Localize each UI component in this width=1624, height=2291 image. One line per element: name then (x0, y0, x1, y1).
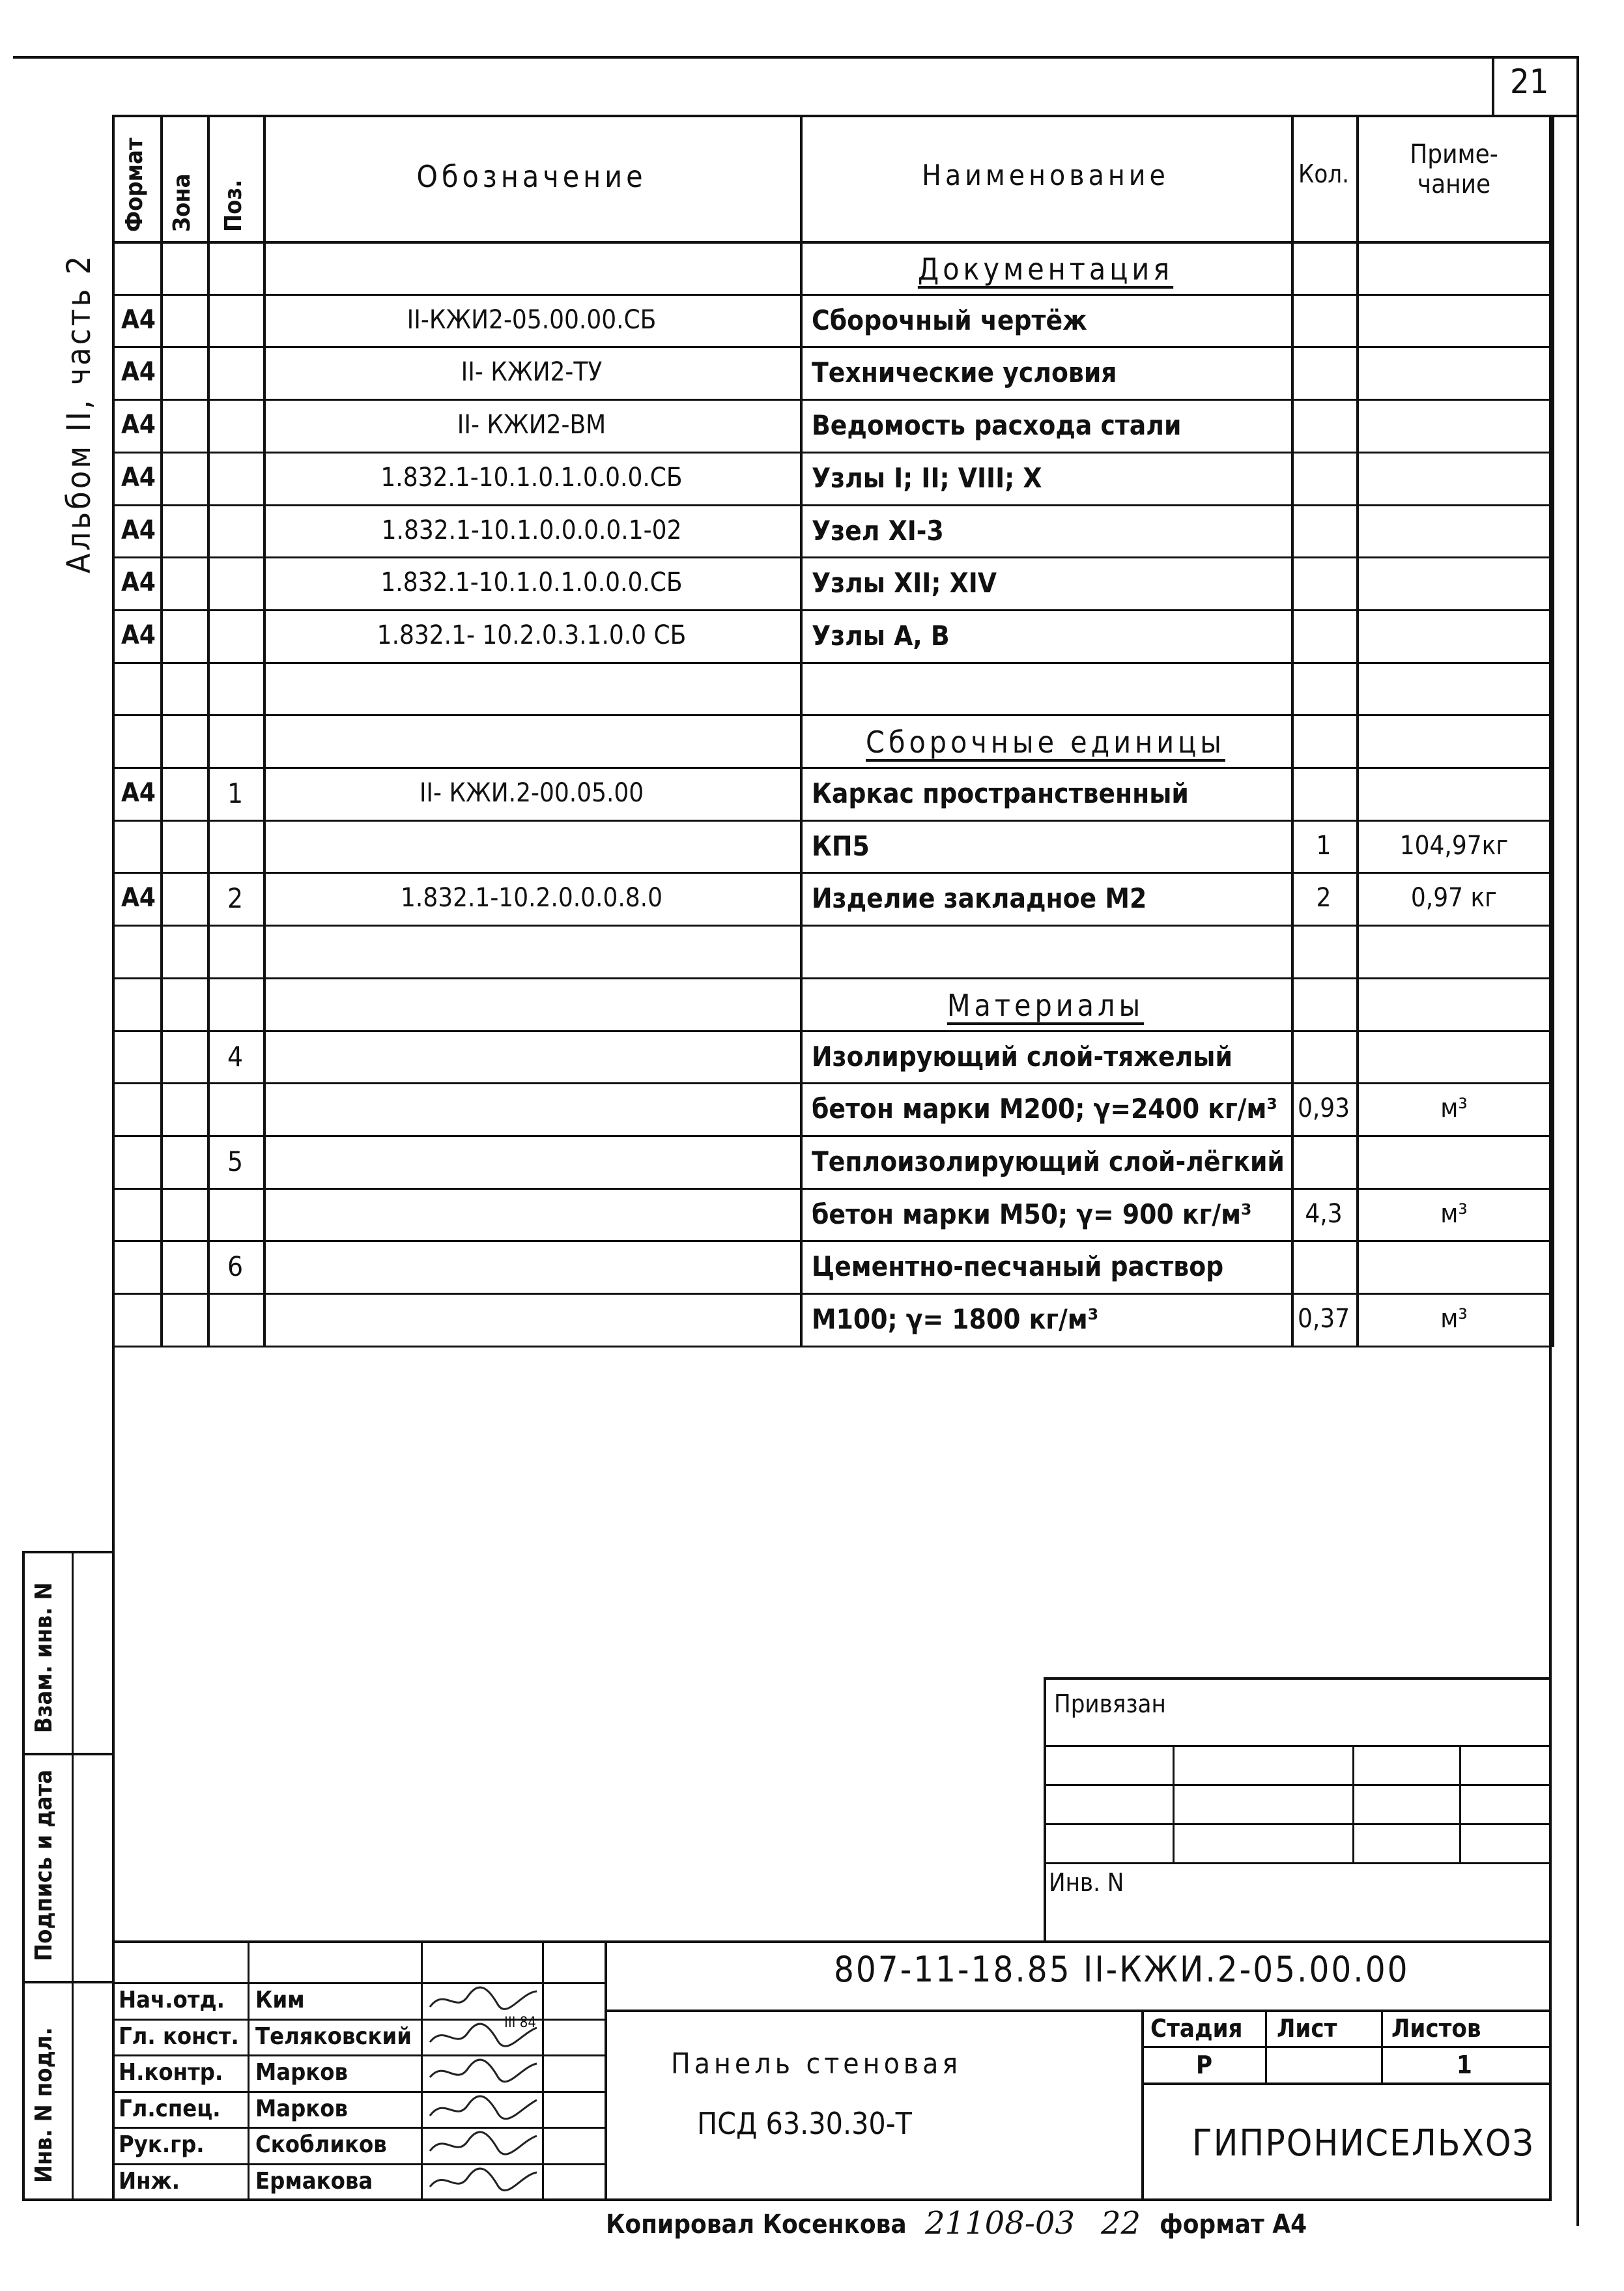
cell-pos: 6 (227, 1250, 244, 1282)
cell-qty: 1 (1316, 831, 1332, 861)
section-title: Сборочные единицы (866, 725, 1225, 760)
cell-designation: 1.832.1-10.1.0.1.0.0.0.СБ (380, 568, 683, 598)
cell-format: А4 (121, 410, 156, 440)
privyazan-label: Привязан (1054, 1690, 1166, 1718)
cell-designation: 1.832.1-10.2.0.0.0.8.0 (401, 883, 662, 913)
vzam-inv-label: Взам. инв. N (31, 1582, 57, 1733)
inv-podl-label: Инв. N подл. (31, 2027, 57, 2183)
cell-note: м³ (1440, 1093, 1468, 1123)
privyazan-inv-label: Инв. N (1049, 1868, 1124, 1897)
handwritten-number: 21108-03 (925, 2205, 1075, 2241)
header-zone: Зона (169, 173, 195, 232)
header-name: Наименование (922, 159, 1169, 192)
stage-label: Стадия (1150, 2014, 1243, 2043)
cell-name: Узлы А, В (812, 620, 950, 652)
cell-name: Ведомость расхода стали (812, 409, 1182, 441)
signer-role: Гл.спец. (119, 2096, 221, 2122)
signer-name: Ким (255, 1987, 305, 2013)
product-mark: ПСД 63.30.30-Т (697, 2106, 912, 2141)
section-title: Документация (917, 252, 1174, 287)
cell-qty: 4,3 (1305, 1199, 1343, 1229)
cell-note: 104,97кг (1399, 831, 1509, 861)
cell-name: Изолирующий слой-тяжелый (812, 1041, 1232, 1073)
signer-name: Скобликов (255, 2131, 387, 2158)
header-qty: Кол. (1298, 160, 1349, 188)
handwritten-number-2: 22 (1101, 2205, 1141, 2241)
cell-name: Сборочный чертёж (812, 304, 1087, 336)
cell-format: А4 (121, 463, 156, 493)
cell-format: А4 (121, 883, 156, 913)
cell-format: А4 (121, 778, 156, 808)
copied-by: Копировал Косенкова (606, 2210, 907, 2240)
cell-format: А4 (121, 620, 156, 650)
cell-designation: 1.832.1- 10.2.0.3.1.0.0 СБ (377, 620, 687, 650)
cell-qty: 2 (1316, 883, 1332, 913)
cell-note: м³ (1440, 1199, 1468, 1229)
page-number: 21 (1510, 63, 1549, 102)
sheets-value: 1 (1457, 2051, 1472, 2079)
cell-format: А4 (121, 568, 156, 598)
document-code: 807-11-18.85 II-КЖИ.2-05.00.00 (834, 1949, 1410, 1990)
podpis-data-label: Подпись и дата (31, 1769, 57, 1961)
format-a4: формат А4 (1160, 2210, 1307, 2240)
signature-mark (425, 2092, 542, 2126)
cell-name: КП5 (812, 830, 870, 862)
cell-name: Изделие закладное М2 (812, 882, 1147, 914)
cell-name: Узлы I; II; VIII; X (812, 462, 1042, 494)
header-format: Формат (121, 137, 148, 232)
cell-pos: 1 (227, 777, 244, 809)
product-title: Панель стеновая (671, 2047, 962, 2081)
signer-name: Марков (255, 2059, 349, 2086)
cell-designation: II- КЖИ.2-00.05.00 (419, 778, 644, 808)
cell-note: м³ (1440, 1304, 1468, 1334)
cell-format: А4 (121, 357, 156, 387)
header-pos: Поз. (220, 179, 247, 232)
signature-mark (425, 2128, 542, 2162)
cell-note: 0,97 кг (1410, 883, 1498, 913)
signature-mark (425, 1983, 542, 2017)
stage-value: Р (1196, 2051, 1213, 2079)
date-note: III 84 (504, 2015, 536, 2031)
signer-role: Инж. (119, 2168, 180, 2195)
signer-name: Теляковский (255, 2023, 412, 2050)
sheets-label: Листов (1391, 2014, 1481, 2043)
section-title: Материалы (947, 988, 1145, 1023)
header-designation: Обозначение (416, 159, 647, 194)
cell-name: Цементно-песчаный раствор (812, 1250, 1224, 1282)
cell-pos: 5 (227, 1146, 244, 1177)
signer-name: Ермакова (255, 2168, 373, 2195)
signer-role: Нач.отд. (119, 1987, 225, 2013)
organization-name: ГИПРОНИСЕЛЬХОЗ (1192, 2122, 1535, 2165)
signer-role: Гл. конст. (119, 2023, 239, 2050)
signer-name: Марков (255, 2096, 349, 2122)
cell-name: Узел XI-3 (812, 515, 944, 547)
sheet-label: Лист (1277, 2014, 1337, 2043)
cell-name: Каркас пространственный (812, 777, 1189, 809)
cell-name: Теплоизолирующий слой-лёгкий (812, 1146, 1285, 1177)
cell-qty: 0,37 (1297, 1304, 1350, 1334)
signer-role: Н.контр. (119, 2059, 223, 2086)
signature-mark (425, 2165, 542, 2198)
signer-role: Рук.гр. (119, 2131, 205, 2158)
cell-format: А4 (121, 515, 156, 545)
cell-name: Технические условия (812, 356, 1117, 388)
cell-name: бетон марки М50; γ= 900 кг/м³ (812, 1198, 1252, 1230)
signature-mark (425, 2056, 542, 2090)
cell-pos: 4 (227, 1041, 244, 1073)
cell-designation: 1.832.1-10.1.0.0.0.0.1-02 (381, 515, 682, 545)
cell-name: бетон марки М200; γ=2400 кг/м³ (812, 1093, 1277, 1125)
cell-designation: II- КЖИ2-ТУ (461, 357, 603, 387)
cell-name: Узлы XII; XIV (812, 567, 997, 599)
cell-designation: 1.832.1-10.1.0.1.0.0.0.СБ (380, 463, 683, 493)
cell-format: А4 (121, 305, 156, 335)
album-title: Альбом II, часть 2 (60, 253, 98, 573)
cell-name: М100; γ= 1800 кг/м³ (812, 1303, 1099, 1335)
cell-pos: 2 (227, 882, 244, 914)
cell-qty: 0,93 (1297, 1093, 1350, 1123)
header-note: Приме- чание (1410, 139, 1498, 199)
cell-designation: II- КЖИ2-ВМ (457, 410, 606, 440)
cell-designation: II-КЖИ2-05.00.00.СБ (406, 305, 657, 335)
